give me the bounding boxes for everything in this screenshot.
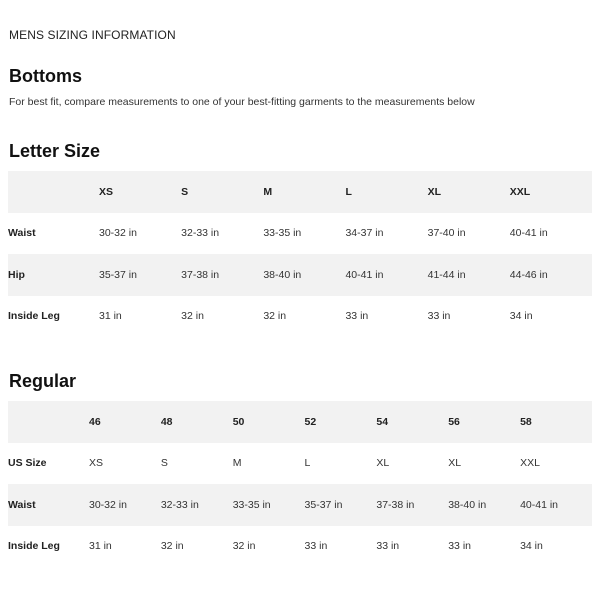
table-cell: XXL: [520, 457, 540, 470]
table-cell: 32 in: [232, 540, 256, 553]
header-cell-54: 54: [376, 401, 448, 443]
table-row: [8, 213, 592, 255]
letter-size-heading: Letter Size: [9, 141, 101, 161]
header-cell: [8, 401, 89, 443]
table-cell: 33 in: [345, 310, 369, 323]
header-cell-l: L: [345, 171, 427, 213]
table-cell: 35-37 in: [305, 484, 377, 526]
table-cell: M: [232, 457, 242, 470]
table-cell: 35-37 in: [99, 254, 181, 296]
table-cell: 41-44 in: [428, 254, 510, 296]
row-label: Waist: [8, 227, 36, 240]
header-cell-50: 50: [233, 401, 305, 443]
table-cell: 33 in: [304, 540, 328, 553]
table-row: [8, 526, 592, 568]
table-cell: S: [160, 457, 168, 470]
table-cell: 32 in: [181, 310, 204, 323]
table-cell: 30-32 in: [89, 484, 161, 526]
table-cell: 40-41 in: [345, 254, 427, 296]
table-cell: 40-41 in: [520, 484, 592, 526]
table-cell: 32 in: [160, 540, 184, 553]
header-cell-xs: XS: [99, 171, 181, 213]
letter-size-table: [8, 171, 592, 337]
table-cell: 33 in: [376, 540, 400, 553]
table-cell: 31 in: [89, 540, 112, 553]
header-cell-56: 56: [448, 401, 520, 443]
table-cell: 37-38 in: [376, 484, 448, 526]
table-row: [8, 443, 592, 485]
header-cell-m: M: [263, 171, 345, 213]
header-cell-58: 58: [520, 401, 592, 443]
table-cell: 37-38 in: [181, 254, 263, 296]
table-cell: 33-35 in: [233, 484, 305, 526]
intro-text: For best fit, compare measurements to one of your best-fitting garments to the measurements below: [9, 96, 475, 108]
header-cell-xl: XL: [428, 171, 510, 213]
table-cell: L: [304, 457, 311, 470]
regular-heading: Regular: [9, 371, 77, 391]
table-cell: 37-40 in: [427, 227, 466, 240]
table-cell: 32 in: [263, 310, 287, 323]
table-cell: 40-41 in: [509, 227, 548, 240]
table-cell: 33-35 in: [263, 227, 302, 240]
table-cell: XL: [376, 457, 390, 470]
header-cell-48: 48: [161, 401, 233, 443]
header-cell-s: S: [181, 171, 263, 213]
table-cell: 32-33 in: [181, 227, 220, 240]
table-row: [8, 296, 592, 338]
row-label: Waist: [8, 484, 89, 526]
bottoms-heading: Bottoms: [9, 66, 82, 86]
page-title: MENS SIZING INFORMATION: [9, 28, 176, 42]
table-cell: 38-40 in: [448, 484, 520, 526]
table-cell: 33 in: [448, 540, 471, 553]
header-cell-xxl: XXL: [510, 171, 592, 213]
regular-size-table: [8, 401, 592, 567]
row-label: Inside Leg: [8, 540, 60, 553]
letter-size-header-row: [8, 171, 592, 213]
row-label: Inside Leg: [8, 310, 60, 323]
row-label: US Size: [8, 457, 47, 470]
table-cell: 44-46 in: [510, 254, 592, 296]
table-cell: XL: [448, 457, 462, 470]
table-cell: 34 in: [509, 310, 533, 323]
regular-header-row: [8, 401, 592, 443]
table-cell: 32-33 in: [161, 484, 233, 526]
header-cell-46: 46: [89, 401, 161, 443]
header-cell-52: 52: [305, 401, 377, 443]
table-cell: 34 in: [520, 540, 543, 553]
table-row: [8, 484, 592, 526]
table-cell: XS: [89, 457, 104, 470]
table-cell: 33 in: [427, 310, 451, 323]
table-cell: 38-40 in: [263, 254, 345, 296]
table-cell: 30-32 in: [99, 227, 137, 240]
header-cell: [8, 171, 99, 213]
table-cell: 34-37 in: [345, 227, 384, 240]
table-row: [8, 254, 592, 296]
table-cell: 31 in: [99, 310, 122, 323]
row-label: Hip: [8, 254, 99, 296]
